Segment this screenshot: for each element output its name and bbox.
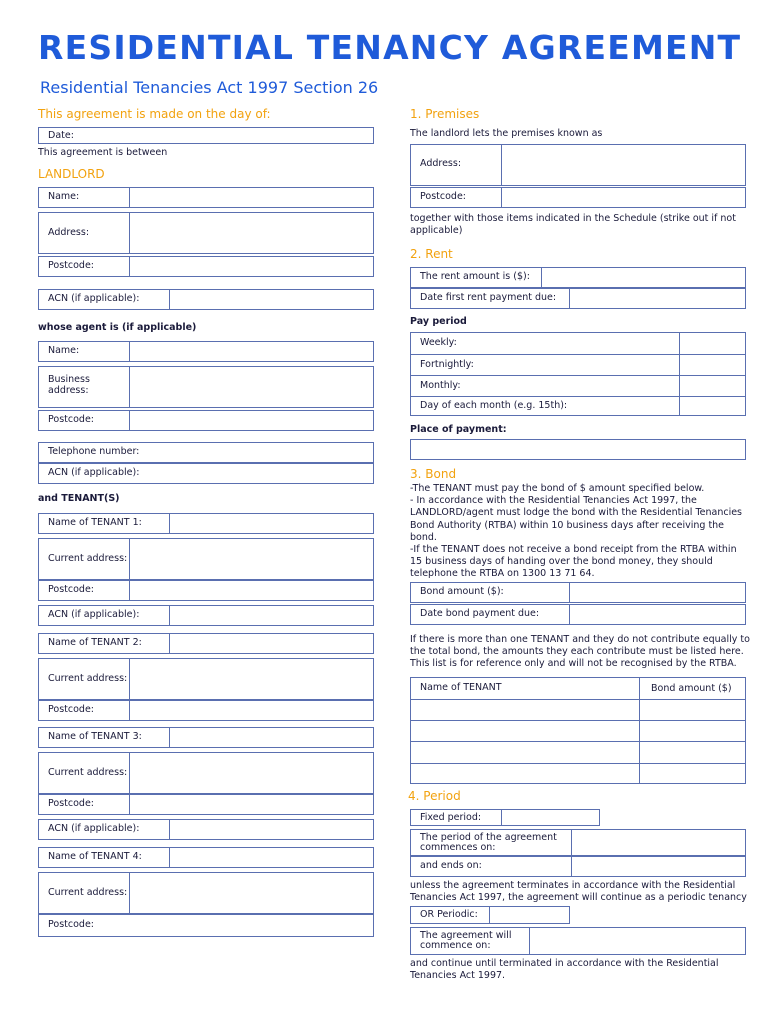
bond-date-field[interactable] [410, 604, 746, 625]
bond-date-label: Date bond payment due: [420, 608, 540, 619]
col-name-tenant: Name of TENANT [420, 682, 502, 693]
tenant1-postcode-field[interactable] [38, 580, 374, 601]
unless-text: unless the agreement terminates in accordance with the Residential Tenancies Act 1997, the agreement will continue as a periodic tenancy [410, 880, 747, 904]
tenant3-acn-field[interactable] [38, 819, 374, 840]
periodic-label: OR Periodic: [420, 909, 478, 920]
landlord-postcode-field[interactable] [38, 256, 374, 277]
page-subtitle: Residential Tenancies Act 1997 Section 26 [40, 78, 379, 97]
first-payment-field[interactable] [410, 288, 746, 309]
monthly-label: Monthly: [420, 380, 461, 391]
will-commence-label: The agreement will commence on: [420, 930, 512, 951]
rent-amount-field[interactable] [410, 267, 746, 288]
tenant1-acn-label: ACN (if applicable): [48, 609, 140, 620]
tenant3-acn-label: ACN (if applicable): [48, 823, 140, 834]
rent-heading: 2. Rent [410, 247, 453, 261]
agent-postcode-field[interactable] [38, 410, 374, 431]
fortnightly-label: Fortnightly: [420, 359, 474, 370]
periodic-field[interactable] [410, 906, 570, 924]
tenant1-postcode-label: Postcode: [48, 584, 94, 595]
tenant1-address-label: Current address: [48, 553, 128, 564]
fixed-period-label: Fixed period: [420, 812, 482, 823]
tenant2-postcode-field[interactable] [38, 700, 374, 721]
page-title: RESIDENTIAL TENANCY AGREEMENT [38, 28, 742, 67]
bond-contribution-table [410, 677, 746, 784]
col-bond-amount: Bond amount ($) [651, 683, 732, 694]
commences-field[interactable] [410, 829, 746, 856]
rent-amount-label: The rent amount is ($): [420, 271, 530, 282]
tenant3-name-label: Name of TENANT 3: [48, 731, 142, 742]
tenant2-address-field[interactable] [38, 658, 374, 700]
place-of-payment-heading: Place of payment: [410, 424, 507, 435]
weekly-label: Weekly: [420, 337, 457, 348]
premises-postcode-field[interactable] [410, 187, 746, 208]
tenant4-address-label: Current address: [48, 887, 128, 898]
tenant2-name-label: Name of TENANT 2: [48, 637, 142, 648]
continue-text: and continue until terminated in accordance with the Residential Tenancies Act 1997. [410, 958, 719, 982]
tenant4-name-label: Name of TENANT 4: [48, 851, 142, 862]
tenants-heading: and TENANT(S) [38, 493, 120, 504]
agent-business-address-field[interactable] [38, 366, 374, 408]
business-address-label: Business address: [48, 374, 90, 396]
period-heading: 4. Period [408, 789, 461, 803]
tenant4-postcode-label: Postcode: [48, 919, 94, 930]
landlord-name-field[interactable] [38, 187, 374, 208]
pay-period-table [410, 332, 746, 416]
date-label: Date: [48, 130, 74, 141]
agent-acn-label: ACN (if applicable): [48, 467, 140, 478]
bond-heading: 3. Bond [410, 467, 457, 481]
will-commence-field[interactable] [410, 927, 746, 955]
landlord-address-label: Address: [48, 227, 90, 238]
tenant1-name-field[interactable] [38, 513, 374, 534]
premises-schedule-text: together with those items indicated in the Schedule (strike out if not applicable) [410, 213, 736, 237]
tenant3-name-field[interactable] [38, 727, 374, 748]
tenant4-address-field[interactable] [38, 872, 374, 914]
landlord-acn-label: ACN (if applicable): [48, 293, 140, 304]
landlord-address-field[interactable] [38, 212, 374, 254]
agent-acn-field[interactable] [38, 463, 374, 484]
premises-intro: The landlord lets the premises known as [410, 128, 603, 139]
ends-on-label: and ends on: [420, 860, 482, 871]
premises-address-label: Address: [420, 158, 462, 169]
tenant3-address-label: Current address: [48, 767, 128, 778]
bond-amount-label: Bond amount ($): [420, 586, 504, 597]
first-payment-label: Date first rent payment due: [420, 292, 557, 303]
landlord-acn-field[interactable] [38, 289, 374, 310]
landlord-heading: LANDLORD [38, 167, 105, 181]
commences-label: The period of the agreement commences on: [420, 832, 557, 853]
fixed-period-field[interactable] [410, 809, 600, 826]
tenant1-address-field[interactable] [38, 538, 374, 580]
agent-postcode-label: Postcode: [48, 414, 94, 425]
tenant2-name-field[interactable] [38, 633, 374, 654]
tenant3-postcode-field[interactable] [38, 794, 374, 815]
agent-heading: whose agent is (if applicable) [38, 322, 197, 333]
agreement-date-heading: This agreement is made on the day of: [38, 107, 271, 121]
tenant4-name-field[interactable] [38, 847, 374, 868]
tenant4-postcode-field[interactable] [38, 914, 374, 937]
bond-instructions: -The TENANT must pay the bond of $ amount specified below. - In accordance with the Residential Tenancies Act 1997, the LANDLORD/agent must lodge the bond with the Residential Tenancies Bond Authority (RTBA) within 10 business days after receiving the bond. -If the TENANT does not receive a bond receipt from the RTBA within 15 business days of handing over the bond money, they should telephone the RTBA on 1300 13 71 64. [410, 483, 742, 580]
tenant3-address-field[interactable] [38, 752, 374, 794]
pay-period-heading: Pay period [410, 316, 467, 327]
agent-name-label: Name: [48, 345, 80, 356]
landlord-name-label: Name: [48, 191, 80, 202]
tenant1-name-label: Name of TENANT 1: [48, 517, 142, 528]
bond-amount-field[interactable] [410, 582, 746, 603]
tenant1-acn-field[interactable] [38, 605, 374, 626]
premises-postcode-label: Postcode: [420, 191, 466, 202]
telephone-field[interactable] [38, 442, 374, 463]
bond-multi-text: If there is more than one TENANT and they do not contribute equally to the total bond, the amounts they each contribute must be listed here. This list is for reference only and will not be recognised by the RTBA. [410, 634, 750, 670]
agent-name-field[interactable] [38, 341, 374, 362]
telephone-label: Telephone number: [48, 446, 140, 457]
date-field[interactable] [38, 127, 374, 144]
premises-heading: 1. Premises [410, 107, 480, 121]
place-of-payment-field[interactable] [410, 439, 746, 460]
tenant2-address-label: Current address: [48, 673, 128, 684]
between-text: This agreement is between [38, 147, 168, 158]
landlord-postcode-label: Postcode: [48, 260, 94, 271]
premises-address-field[interactable] [410, 144, 746, 186]
tenant2-postcode-label: Postcode: [48, 704, 94, 715]
ends-on-field[interactable] [410, 856, 746, 877]
tenant3-postcode-label: Postcode: [48, 798, 94, 809]
day-of-month-label: Day of each month (e.g. 15th): [420, 400, 568, 411]
